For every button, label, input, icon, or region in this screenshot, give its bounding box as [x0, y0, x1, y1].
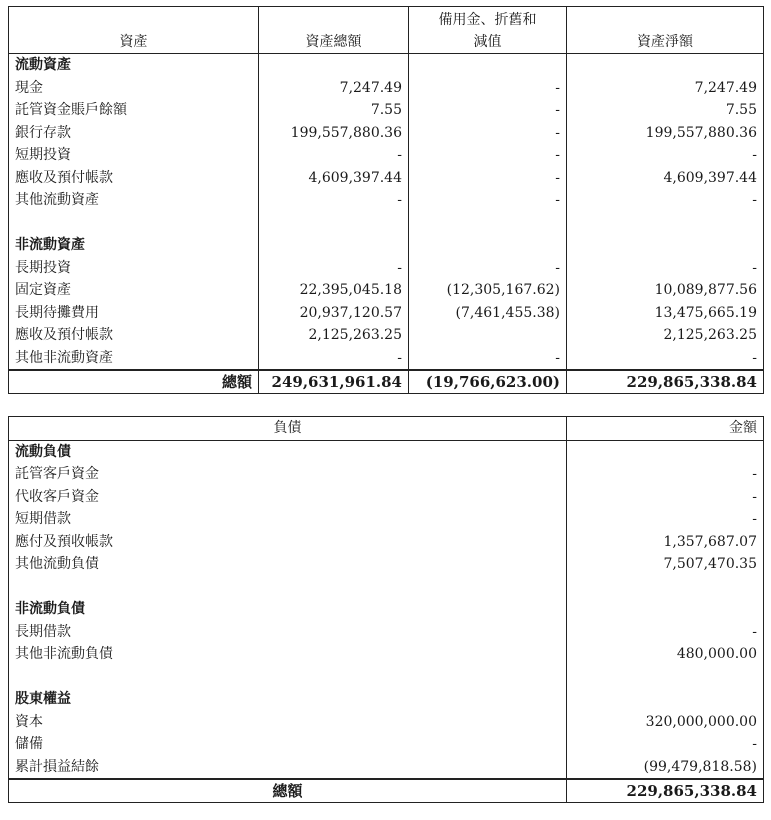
table-row: [9, 324, 764, 347]
row-label: 儲備: [15, 736, 43, 753]
liabilities-header-row: [9, 417, 764, 441]
row-label: 非流動負債: [15, 601, 85, 618]
row-net: -: [567, 144, 764, 167]
table-row: [9, 122, 764, 145]
row-label: [9, 666, 567, 689]
row-label: 其他流動資產: [15, 192, 99, 209]
row-amount: 320,000,000.00: [567, 711, 764, 734]
spacer-row: [9, 212, 764, 235]
section-heading-row: [9, 234, 764, 257]
row-total: 22,395,045.18: [259, 279, 409, 302]
row-label: 長期待攤費用: [15, 304, 99, 321]
table-row: [9, 553, 764, 576]
row-amount: [567, 688, 764, 711]
row-label: [9, 576, 567, 599]
row-reserve: -: [409, 99, 567, 122]
row-reserve: -: [409, 257, 567, 280]
table-row: [9, 347, 764, 371]
row-net: -: [567, 347, 764, 371]
section-heading-row: [9, 54, 764, 77]
row-net: 2,125,263.25: [567, 324, 764, 347]
total-net: 229,865,338.84: [567, 370, 764, 394]
row-label: 短期借款: [15, 511, 71, 528]
row-reserve: -: [409, 122, 567, 145]
row-net: 10,089,877.56: [567, 279, 764, 302]
row-net: -: [567, 189, 764, 212]
assets-header-row: [9, 7, 764, 54]
total-amount: 229,865,338.84: [567, 779, 764, 803]
assets-header-label: 資產: [9, 7, 259, 54]
liabilities-table: [8, 416, 764, 803]
row-label: 流動資產: [15, 57, 71, 74]
row-amount: -: [567, 463, 764, 486]
table-row: [9, 463, 764, 486]
row-label: 其他流動負債: [15, 556, 99, 573]
table-row: [9, 486, 764, 509]
row-label: 代收客戶資金: [15, 488, 99, 505]
row-reserve: [409, 234, 567, 257]
row-net: 199,557,880.36: [567, 122, 764, 145]
row-label: 應付及預收帳款: [15, 533, 113, 550]
row-label: 長期借款: [15, 623, 71, 640]
row-total: 7.55: [259, 99, 409, 122]
row-amount: -: [567, 621, 764, 644]
table-row: [9, 279, 764, 302]
row-reserve: (7,461,455.38): [409, 302, 567, 325]
table-row: [9, 756, 764, 780]
row-label: 應收及預付帳款: [15, 169, 113, 186]
row-reserve: -: [409, 167, 567, 190]
row-amount: 7,507,470.35: [567, 553, 764, 576]
row-amount: (99,479,818.58): [567, 756, 764, 780]
assets-header-reserve: [409, 7, 567, 54]
total-label: 總額: [9, 370, 259, 394]
row-net: [567, 234, 764, 257]
row-reserve: -: [409, 77, 567, 100]
table-row: [9, 189, 764, 212]
table-row: [9, 77, 764, 100]
row-amount: [567, 440, 764, 463]
row-amount: -: [567, 508, 764, 531]
row-total: [259, 212, 409, 235]
row-label: 其他非流動資產: [15, 349, 113, 366]
liabilities-total-row: [9, 779, 764, 803]
row-net: 4,609,397.44: [567, 167, 764, 190]
row-amount: [567, 666, 764, 689]
row-reserve: [409, 324, 567, 347]
row-label: 現金: [15, 79, 43, 96]
row-reserve: [409, 54, 567, 77]
row-total: 20,937,120.57: [259, 302, 409, 325]
row-net: 13,475,665.19: [567, 302, 764, 325]
row-net: 7,247.49: [567, 77, 764, 100]
section-heading-row: [9, 598, 764, 621]
row-amount: 1,357,687.07: [567, 531, 764, 554]
spacer-row: [9, 666, 764, 689]
row-label: 股東權益: [15, 691, 71, 708]
row-reserve: (12,305,167.62): [409, 279, 567, 302]
row-label: 應收及預付帳款: [15, 327, 113, 344]
row-total: -: [259, 189, 409, 212]
row-total: -: [259, 347, 409, 371]
row-label: 託管資金賬戶餘額: [15, 102, 127, 119]
row-net: -: [567, 257, 764, 280]
row-label: 銀行存款: [15, 124, 71, 141]
row-label: 固定資產: [15, 282, 71, 299]
row-label: 非流動資產: [15, 237, 85, 254]
row-label: 流動負債: [15, 443, 71, 460]
row-reserve: -: [409, 347, 567, 371]
table-row: [9, 643, 764, 666]
row-amount: [567, 598, 764, 621]
row-label: 長期投資: [15, 259, 71, 276]
row-label: 短期投資: [15, 147, 71, 164]
row-reserve: -: [409, 144, 567, 167]
row-label: 其他非流動負債: [15, 646, 113, 663]
row-net: [567, 54, 764, 77]
table-row: [9, 99, 764, 122]
row-net: 7.55: [567, 99, 764, 122]
row-total: 199,557,880.36: [259, 122, 409, 145]
total-reserve: (19,766,623.00): [409, 370, 567, 394]
assets-header-net: 資產淨額: [567, 7, 764, 54]
row-total: [259, 234, 409, 257]
table-row: [9, 257, 764, 280]
row-reserve: -: [409, 189, 567, 212]
row-net: [567, 212, 764, 235]
row-total: 2,125,263.25: [259, 324, 409, 347]
row-amount: 480,000.00: [567, 643, 764, 666]
table-row: [9, 144, 764, 167]
total-label: 總額: [9, 779, 567, 803]
table-row: [9, 711, 764, 734]
row-label: [9, 212, 259, 235]
row-total: -: [259, 257, 409, 280]
section-heading-row: [9, 440, 764, 463]
liabilities-header-label: 負債: [9, 417, 567, 441]
row-amount: [567, 576, 764, 599]
assets-table: [8, 6, 764, 394]
total-gross: 249,631,961.84: [259, 370, 409, 394]
table-row: [9, 167, 764, 190]
table-row: [9, 508, 764, 531]
row-total: [259, 54, 409, 77]
spacer-row: [9, 576, 764, 599]
row-amount: -: [567, 733, 764, 756]
table-row: [9, 621, 764, 644]
row-total: 7,247.49: [259, 77, 409, 100]
row-total: -: [259, 144, 409, 167]
liabilities-header-amount: 金額: [567, 417, 764, 441]
table-row: [9, 302, 764, 325]
assets-total-row: [9, 370, 764, 394]
row-label: 累計損益結餘: [15, 758, 99, 775]
row-total: 4,609,397.44: [259, 167, 409, 190]
table-row: [9, 531, 764, 554]
assets-header-total: 資產總額: [259, 7, 409, 54]
assets-header-reserve-text: 備用金、折舊和減值: [438, 12, 537, 50]
row-label: 資本: [15, 713, 43, 730]
table-row: [9, 733, 764, 756]
row-amount: -: [567, 486, 764, 509]
row-reserve: [409, 212, 567, 235]
row-label: 託管客戶資金: [15, 466, 99, 483]
section-heading-row: [9, 688, 764, 711]
